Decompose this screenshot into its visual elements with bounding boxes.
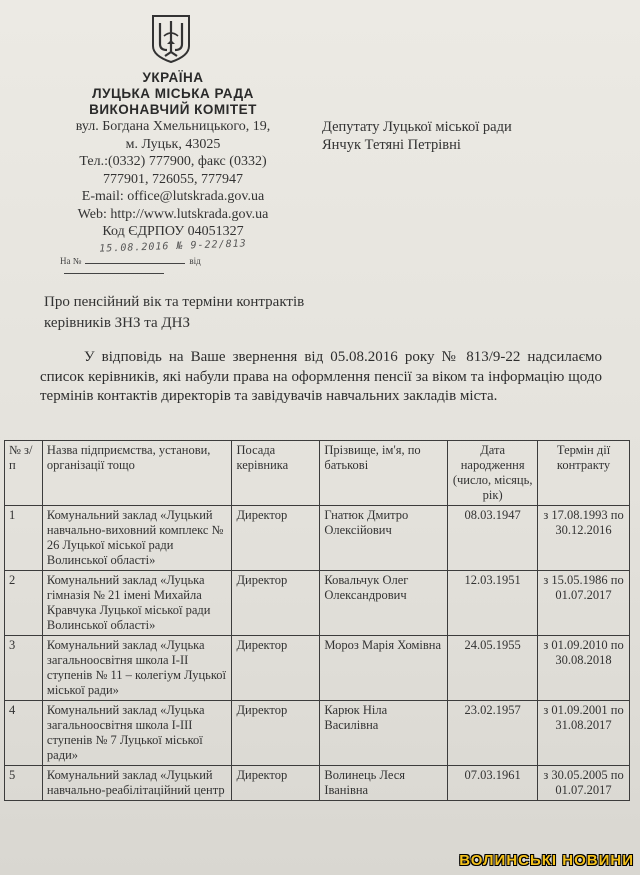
cell-num: 2	[5, 571, 43, 636]
table-row	[5, 506, 630, 571]
cell-birthdate: 23.02.1957	[448, 701, 538, 766]
cell-birthdate: 07.03.1961	[448, 766, 538, 801]
watermark-logo: ВОЛИНСЬКІ НОВИНИ	[459, 852, 634, 869]
cell-birthdate: 24.05.1955	[448, 636, 538, 701]
sender-block	[48, 70, 298, 255]
cell-fullname: Мороз Марія Хомівна	[320, 636, 448, 701]
addressee-name: Янчук Тетяні Петрівні	[322, 137, 461, 153]
org-council: ЛУЦЬКА МІСЬКА РАДА	[92, 86, 254, 101]
table-row	[5, 636, 630, 701]
header-fullname: Прізвище, ім'я, по батькові	[320, 441, 448, 506]
cell-contract-term: з 17.08.1993 по 30.12.2016	[538, 506, 630, 571]
cell-position: Директор	[232, 571, 320, 636]
handwritten-ref-number: 15.08.2016 № 9-22/813	[99, 237, 247, 255]
address-phone-cont: 777901, 726055, 777947	[103, 171, 243, 187]
table-row	[5, 701, 630, 766]
header-position: Посада керівника	[232, 441, 320, 506]
cell-institution: Комунальний заклад «Луцька загальноосвітня школа І-ІІІ ступенів № 7 Луцької міської ради»	[42, 701, 232, 766]
cell-num: 5	[5, 766, 43, 801]
table-row	[5, 766, 630, 801]
cell-institution: Комунальний заклад «Луцька гімназія № 21 імені Михайла Кравчука Луцької міської ради Волинської області»	[42, 571, 232, 636]
cell-position: Директор	[232, 636, 320, 701]
cell-fullname: Гнатюк Дмитро Олексійович	[320, 506, 448, 571]
cell-contract-term: з 30.05.2005 по 01.07.2017	[538, 766, 630, 801]
address-phone: Тел.:(0332) 777900, факс (0332)	[79, 154, 267, 169]
subject-line-1: Про пенсійний вік та терміни контрактів	[44, 294, 305, 310]
cell-birthdate: 12.03.1951	[448, 571, 538, 636]
cell-institution: Комунальний заклад «Луцький навчально-реабілітаційний центр	[42, 766, 232, 801]
cell-position: Директор	[232, 506, 320, 571]
header-contract-term: Термін дії контракту	[538, 441, 630, 506]
address-web: Web: http://www.lutskrada.gov.ua	[77, 206, 269, 222]
cell-contract-term: з 01.09.2001 по 31.08.2017	[538, 701, 630, 766]
cell-contract-term: з 15.05.1986 по 01.07.2017	[538, 571, 630, 636]
addressee-block	[322, 118, 512, 154]
cell-fullname: Ковальчук Олег Олександрович	[320, 571, 448, 636]
trident-emblem-icon	[150, 14, 192, 64]
subject-block	[44, 292, 304, 334]
cell-fullname: Волинець Леся Іванівна	[320, 766, 448, 801]
cell-fullname: Карюк Ніла Василівна	[320, 701, 448, 766]
header-institution: Назва підприємства, установи, організації тощо	[42, 441, 232, 506]
address-city: м. Луцьк, 43025	[125, 136, 221, 152]
address-street: вул. Богдана Хмельницького, 19,	[75, 119, 271, 134]
address-email: E-mail: office@lutskrada.gov.ua	[81, 189, 265, 204]
header-num: № з/п	[5, 441, 43, 506]
address-code: Код ЄДРПОУ 04051327	[102, 224, 244, 239]
reg-mid: від	[189, 256, 201, 266]
table-body	[5, 506, 630, 801]
subject-line-2: керівників ЗНЗ та ДНЗ	[44, 315, 191, 331]
cell-birthdate: 08.03.1947	[448, 506, 538, 571]
cell-position: Директор	[232, 701, 320, 766]
directors-table	[4, 440, 630, 801]
body-paragraph: У відповідь на Ваше звернення від 05.08.2016 року № 813/9-22 надсилаємо список керівників, які набули права на оформлення пенсії за віком та інформацію щодо термінів контактів директорів та завідувачів навчальних закладів міста.	[40, 349, 602, 404]
cell-institution: Комунальний заклад «Луцький навчально-виховний комплекс № 26 Луцької міської ради Волинської області»	[42, 506, 232, 571]
cell-num: 4	[5, 701, 43, 766]
org-country: УКРАЇНА	[142, 70, 204, 85]
reg-number-blank	[85, 256, 185, 264]
cell-contract-term: з 01.09.2010 по 30.08.2018	[538, 636, 630, 701]
header-birthdate: Дата народження (число, місяць, рік)	[448, 441, 538, 506]
addressee-title: Депутату Луцької міської ради	[322, 119, 512, 135]
table-row	[5, 571, 630, 636]
cell-num: 1	[5, 506, 43, 571]
reg-prefix: На №	[60, 256, 82, 266]
reg-date-blank	[64, 266, 164, 274]
org-committee: ВИКОНАВЧИЙ КОМІТЕТ	[89, 102, 257, 117]
cell-position: Директор	[232, 766, 320, 801]
registration-line	[60, 256, 280, 276]
table-header-row	[5, 441, 630, 506]
cell-num: 3	[5, 636, 43, 701]
cell-institution: Комунальний заклад «Луцька загальноосвітня школа І-ІІ ступенів № 11 – колегіум Луцької міської ради»	[42, 636, 232, 701]
